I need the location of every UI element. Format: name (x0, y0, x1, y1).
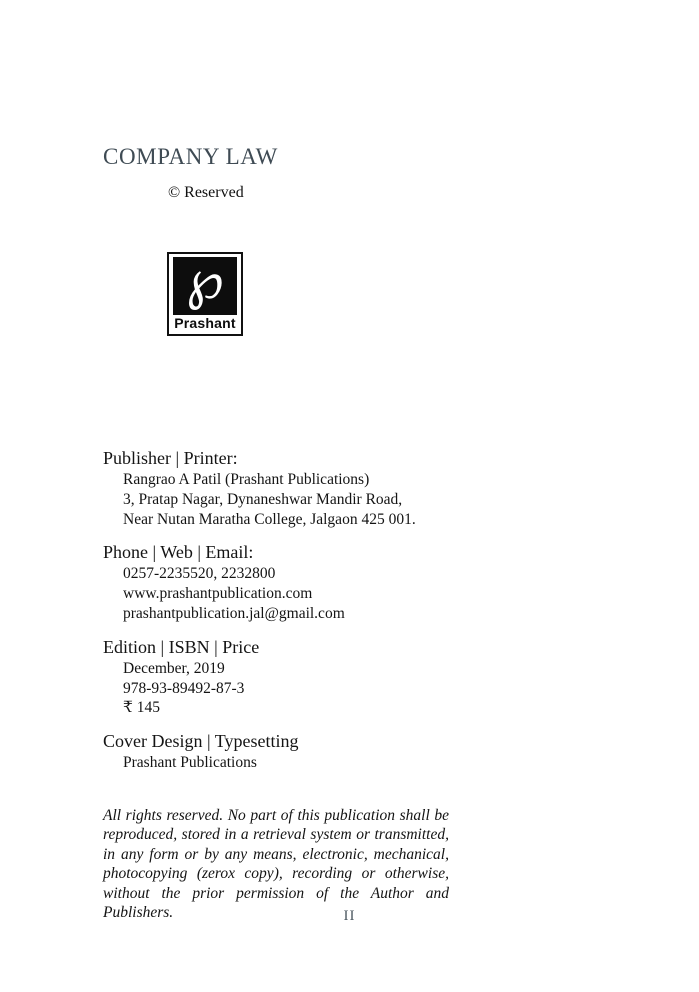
phone-numbers: 0257-2235520, 2232800 (123, 565, 276, 583)
isbn-number: 978-93-89492-87-3 (123, 679, 245, 697)
publisher-name-line: Rangrao A Patil (Prashant Publications) (123, 471, 370, 488)
typesetter-name: Prashant Publications (123, 754, 257, 772)
page-number: II (343, 908, 356, 924)
section-heading: Edition | ISBN | Price (103, 636, 260, 657)
section-heading: Publisher | Printer: (103, 448, 238, 468)
logo-name: Prashant (174, 315, 236, 331)
page-title: COMPANY LAW (103, 144, 278, 169)
publication-details (103, 447, 523, 785)
publisher-address-line-1: 3, Pratap Nagar, Dynaneshwar Mandir Road, (123, 490, 403, 508)
publisher-logo (167, 252, 243, 336)
website-url: www.prashantpublication.com (123, 585, 313, 603)
section-phone-web-email (103, 541, 523, 623)
reserved-notice: © Reserved (168, 184, 244, 201)
section-heading: Phone | Web | Email: (103, 542, 254, 563)
rights-reserved-notice: All rights reserved. No part of this publication shall be reproduced, stored in a retrieval system or transmitted, in any form or by any means, electronic, mechanical, photocopying (zerox copy), recording or otherwise, without the prior permission of the Author and Publishers. (103, 807, 449, 922)
logo-monogram-icon (173, 257, 237, 315)
edition-date: December, 2019 (123, 659, 225, 677)
publisher-address-line-2: Near Nutan Maratha College, Jalgaon 425 001. (123, 510, 416, 528)
section-cover-design-typesetting (103, 730, 523, 773)
section-edition-isbn-price (103, 636, 523, 718)
price-value: ₹ 145 (123, 699, 160, 717)
script-p-glyph: ℘ (186, 257, 224, 311)
email-address: prashantpublication.jal@gmail.com (123, 604, 345, 622)
section-publisher-printer (103, 447, 523, 529)
section-heading: Cover Design | Typesetting (103, 731, 299, 752)
